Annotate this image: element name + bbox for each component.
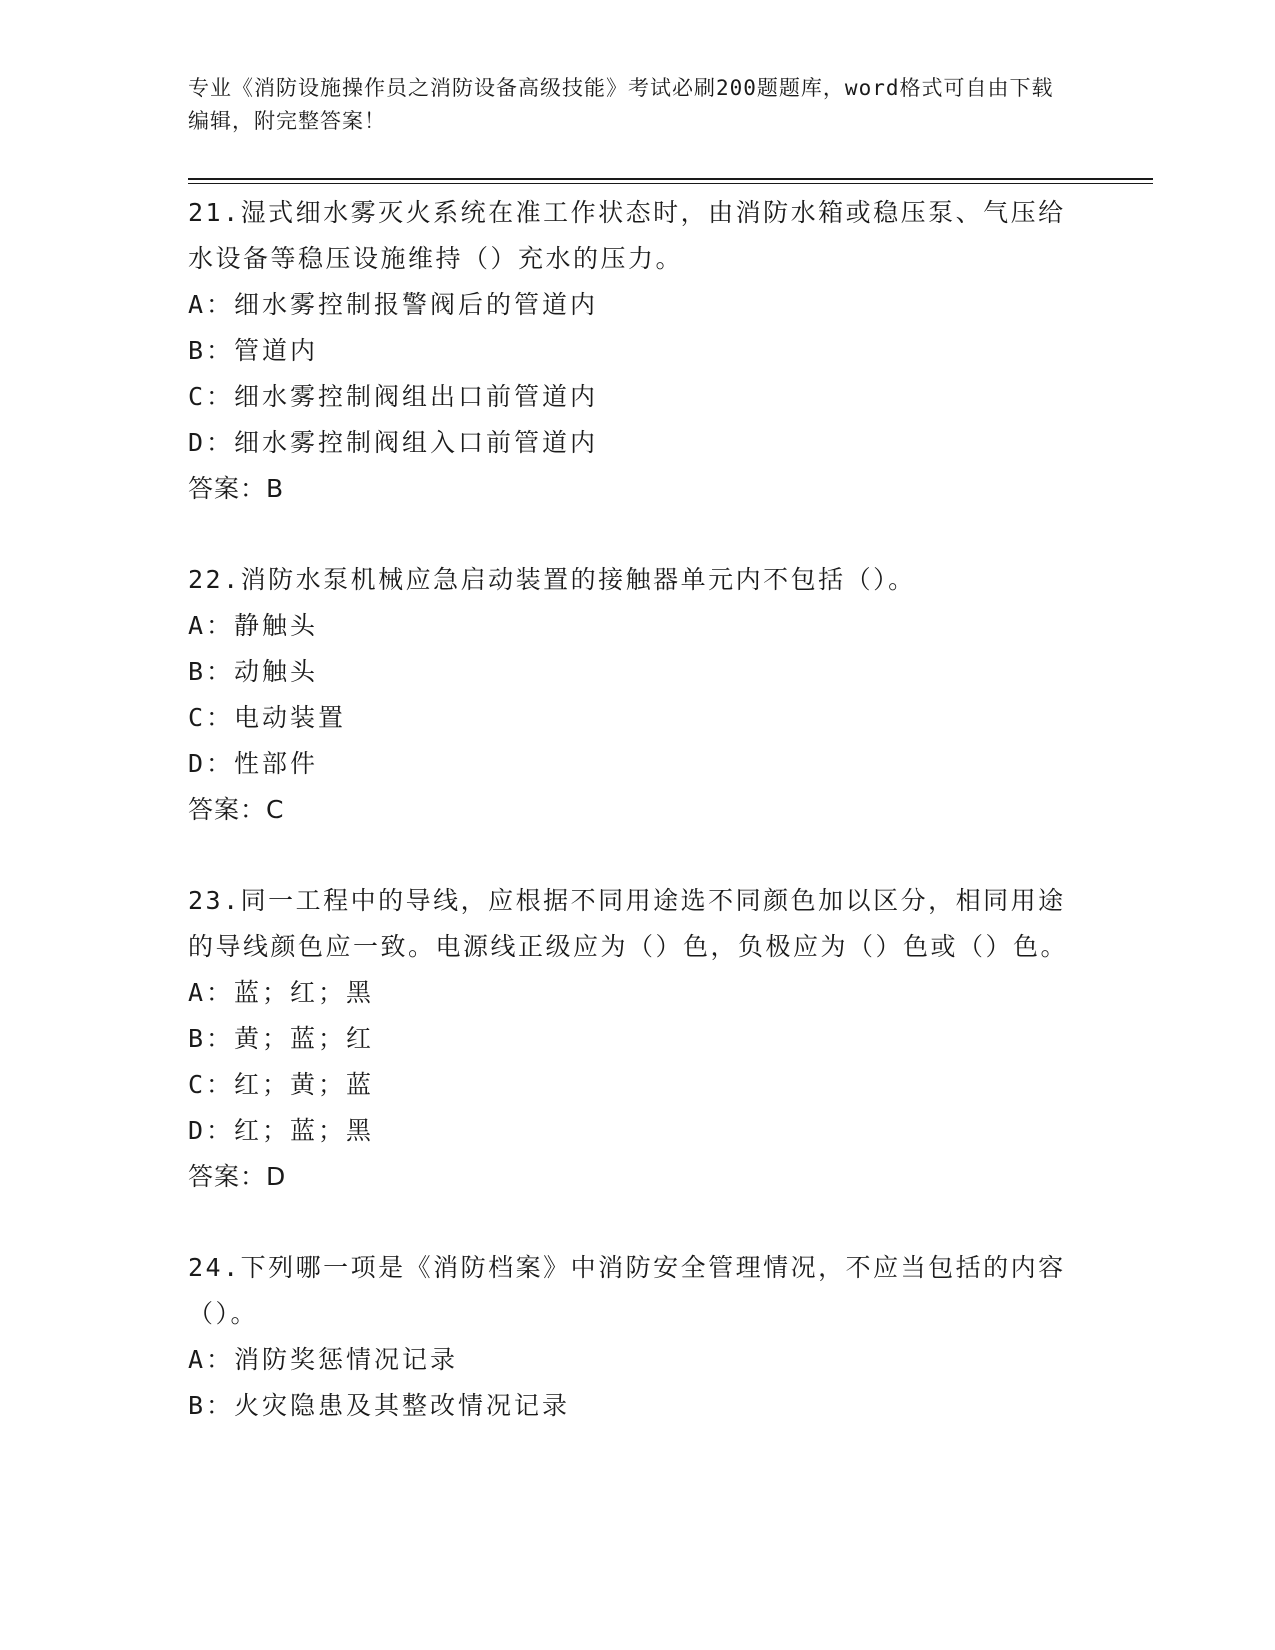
- option-a: A：消防奖惩情况记录: [188, 1345, 459, 1374]
- question-text: 21.湿式细水雾灭火系统在准工作状态时，由消防水箱或稳压泵、气压给水设备等稳压设施维持（）充水的压力。: [188, 198, 1066, 273]
- answer-text: 答案：C: [188, 795, 285, 824]
- option-d: D：性部件: [188, 749, 319, 778]
- document-header: 专业《消防设施操作员之消防设备高级技能》考试必刷200题题库，word格式可自由下载编辑，附完整答案！: [188, 76, 1054, 133]
- option-a: A：静触头: [188, 611, 319, 640]
- option-a: A：蓝；红；黑: [188, 978, 375, 1007]
- option-c: C：红；黄；蓝: [188, 1070, 375, 1099]
- option-b: B：管道内: [188, 336, 319, 365]
- question-22: [188, 557, 1088, 833]
- header-divider: [188, 178, 1153, 180]
- header-divider-thin: [188, 183, 1153, 184]
- option-a: A：细水雾控制报警阀后的管道内: [188, 290, 599, 319]
- question-23: [188, 878, 1088, 1200]
- option-c: C：细水雾控制阀组出口前管道内: [188, 382, 599, 411]
- option-d: D：细水雾控制阀组入口前管道内: [188, 428, 599, 457]
- answer-text: 答案：D: [188, 1162, 287, 1191]
- question-21: [188, 190, 1088, 512]
- option-c: C：电动装置: [188, 703, 347, 732]
- option-b: B：动触头: [188, 657, 319, 686]
- question-text: 22.消防水泵机械应急启动装置的接触器单元内不包括（）。: [188, 565, 916, 594]
- option-d: D：红；蓝；黑: [188, 1116, 375, 1145]
- answer-text: 答案：B: [188, 474, 285, 503]
- option-b: B：火灾隐患及其整改情况记录: [188, 1391, 571, 1420]
- question-24: [188, 1245, 1088, 1429]
- question-text: 23.同一工程中的导线，应根据不同用途选不同颜色加以区分，相同用途的导线颜色应一致。电源线正级应为（）色，负极应为（）色或（）色。: [188, 886, 1069, 961]
- option-b: B：黄；蓝；红: [188, 1024, 375, 1053]
- question-text: 24.下列哪一项是《消防档案》中消防安全管理情况，不应当包括的内容（）。: [188, 1253, 1066, 1328]
- question-list: [188, 190, 1088, 1474]
